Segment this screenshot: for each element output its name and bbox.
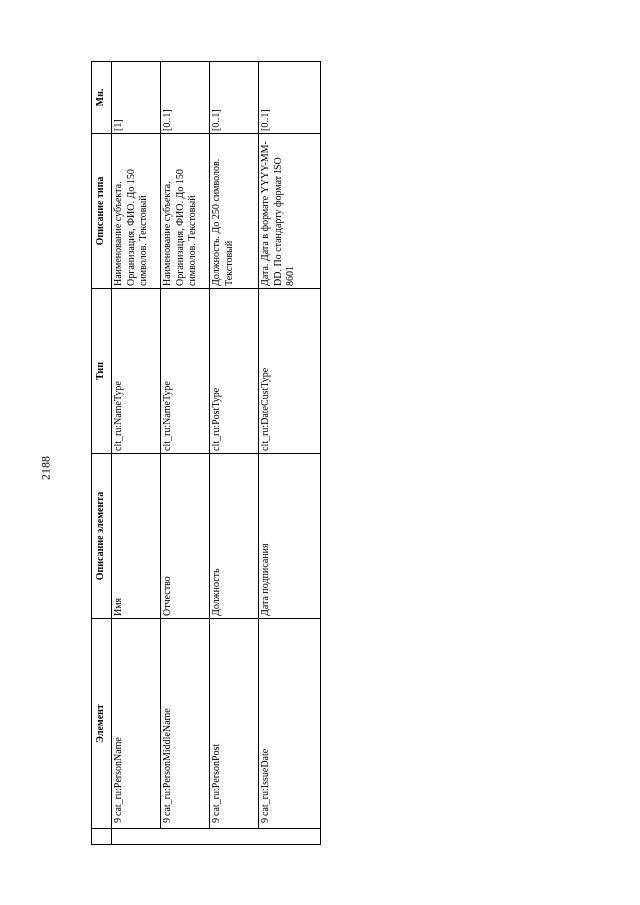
type-description-cell: Наименование субъекта. Организация, ФИО. До 150 символов. Текстовый	[112, 134, 161, 289]
element-name: cat_ru:PersonPost	[211, 743, 222, 816]
element-description-cell: Имя	[112, 454, 161, 619]
indent-cell	[210, 829, 259, 845]
element-description-cell: Дата подписания	[259, 454, 321, 619]
page-number-text: 2188	[38, 456, 53, 480]
type-cell: clt_ru:PostType	[210, 289, 259, 454]
level-number: 9	[211, 818, 222, 823]
table-row	[259, 62, 321, 845]
type-description-cell: Наименование субъекта. Организация, ФИО. До 150 символов. Текстовый	[161, 134, 210, 289]
multiplicity-cell: [0..1]	[210, 62, 259, 134]
table-row	[210, 62, 259, 845]
header-multiplicity: Мн.	[92, 62, 112, 134]
element-name: cat_ru:PersonMiddleName	[162, 708, 173, 816]
indent-cell	[161, 829, 210, 845]
type-description-cell: Должность. До 250 символов. Текстовый	[210, 134, 259, 289]
header-indent-cell	[92, 829, 112, 845]
type-cell: clt_ru:DateCustType	[259, 289, 321, 454]
element-cell	[210, 619, 259, 829]
element-name: cat_ru:PersonName	[113, 737, 124, 816]
header-element: Элемент	[92, 619, 112, 829]
indent-cell	[112, 829, 161, 845]
type-cell: clt_ru:NameType	[112, 289, 161, 454]
header-type: Тип	[92, 289, 112, 454]
table-header-row	[92, 62, 112, 845]
multiplicity-cell: [0..1]	[161, 62, 210, 134]
schema-table	[91, 61, 321, 845]
element-name: cat_ru:IssueDate	[260, 748, 271, 816]
table-row	[112, 62, 161, 845]
level-number: 9	[162, 818, 173, 823]
multiplicity-cell: [1]	[112, 62, 161, 134]
element-cell	[259, 619, 321, 829]
type-description-cell: Дата. Дата в формате YYYY-MM-DD. По стандарту формат ISO 8601	[259, 134, 321, 289]
header-element-description: Описание элемента	[92, 454, 112, 619]
element-cell	[161, 619, 210, 829]
element-cell	[112, 619, 161, 829]
element-description-cell: Должность	[210, 454, 259, 619]
indent-cell	[259, 829, 321, 845]
element-description-cell: Отчество	[161, 454, 210, 619]
table-row	[161, 62, 210, 845]
header-type-description: Описание типа	[92, 134, 112, 289]
schema-table-container	[91, 62, 305, 845]
type-cell: clt_ru:NameType	[161, 289, 210, 454]
level-number: 9	[260, 818, 271, 823]
multiplicity-cell: [0..1]	[259, 62, 321, 134]
level-number: 9	[113, 818, 124, 823]
